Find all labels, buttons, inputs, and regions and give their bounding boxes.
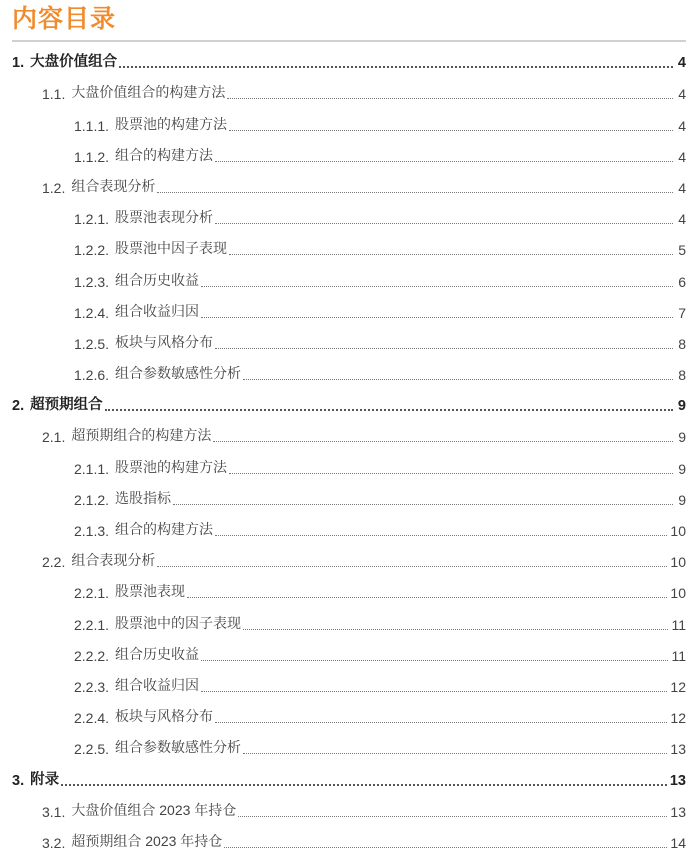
toc-entry-level-3[interactable]	[12, 606, 686, 637]
toc-entry-number: 1.2.2.	[74, 242, 110, 259]
dot-leader	[201, 691, 667, 692]
dot-leader	[243, 753, 667, 754]
toc-entry-level-3[interactable]	[12, 295, 686, 326]
toc-entry-title: 组合历史收益	[115, 645, 200, 662]
toc-entry-page-number: 5	[678, 242, 686, 259]
toc-entry-page-number: 10	[670, 585, 686, 602]
dot-leader	[215, 348, 673, 349]
toc-entry-number: 1.1.2.	[74, 148, 110, 165]
toc-entry-number: 1.2.4.	[74, 304, 110, 321]
toc-entry-number: 2.2.3.	[74, 678, 110, 695]
toc-entry-level-3[interactable]	[12, 731, 686, 762]
toc-entry-page-number: 14	[670, 834, 686, 851]
toc-entry-page-number: 12	[670, 710, 686, 727]
toc-entry-page-number: 4	[678, 179, 686, 196]
dot-leader	[157, 566, 667, 567]
toc-entry-title: 组合表现分析	[71, 552, 156, 569]
toc-entry-title: 板块与风格分布	[115, 708, 214, 725]
dot-leader	[215, 161, 673, 162]
toc-entry-number: 1.1.1.	[74, 117, 110, 134]
toc-entry-page-number: 9	[678, 460, 686, 477]
toc-entry-level-3[interactable]	[12, 357, 686, 388]
toc-entry-number: 1.2.3.	[74, 273, 110, 290]
toc-entry-page-number: 13	[670, 741, 686, 758]
toc-entry-page-number: 11	[671, 616, 686, 633]
toc-entry-page-number: 8	[678, 335, 686, 352]
toc-entry-number: 2.2.1.	[74, 585, 110, 602]
toc-entry-level-3[interactable]	[12, 575, 686, 606]
toc-entry-number: 2.1.3.	[74, 523, 110, 539]
toc-entry-number: 2.1.	[42, 429, 66, 446]
toc-entry-number: 2.1.2.	[74, 491, 110, 508]
toc-entry-number: 2.2.	[42, 554, 66, 571]
toc-entry-level-3[interactable]	[12, 638, 686, 669]
toc-entry-page-number: 10	[670, 523, 686, 539]
toc-entry-title: 组合收益归因	[115, 676, 200, 693]
toc-entry-number: 3.2.	[42, 834, 66, 851]
toc-entry-title: 超预期组合的构建方法	[71, 427, 212, 444]
toc-entry-page-number: 4	[678, 148, 686, 165]
toc-entry-number: 3.	[12, 772, 25, 789]
toc-entry-level-3[interactable]	[12, 326, 686, 357]
toc-entry-page-number: 4	[678, 117, 686, 134]
toc-entry-title: 组合历史收益	[115, 271, 200, 288]
dot-leader	[224, 847, 667, 848]
toc-entry-title: 大盘价值组合	[30, 54, 118, 71]
dot-leader	[201, 660, 668, 661]
dot-leader	[215, 535, 667, 536]
toc-entry-title: 大盘价值组合 2023 年持仓	[71, 801, 237, 818]
dot-leader	[201, 317, 673, 318]
dot-leader	[61, 784, 667, 786]
dot-leader	[187, 597, 667, 598]
toc-entry-title: 股票池的构建方法	[115, 115, 228, 132]
dot-leader	[105, 409, 673, 411]
toc-entry-title: 超预期组合 2023 年持仓	[71, 832, 223, 849]
toc-entry-number: 2.	[12, 398, 25, 415]
toc-entry-level-3[interactable]	[12, 201, 686, 232]
toc-entry-title: 组合的构建方法	[115, 146, 214, 163]
toc-entry-number: 1.2.	[42, 179, 66, 196]
dot-leader	[157, 192, 673, 193]
toc-entry-page-number: 7	[678, 304, 686, 321]
toc-entry-number: 3.1.	[42, 803, 66, 820]
toc-entry-level-3[interactable]	[12, 139, 686, 170]
toc-entry-level-1[interactable]	[12, 762, 686, 793]
toc-entry-level-3[interactable]	[12, 669, 686, 700]
toc-entry-title: 大盘价值组合的构建方法	[71, 84, 226, 101]
toc-entry-page-number: 8	[678, 367, 686, 384]
toc-list	[12, 45, 686, 856]
toc-entry-title: 组合参数敏感性分析	[115, 365, 242, 382]
toc-entry-level-2[interactable]	[12, 544, 686, 575]
dot-leader	[243, 629, 668, 630]
dot-leader	[201, 286, 673, 287]
toc-entry-level-3[interactable]	[12, 700, 686, 731]
dot-leader	[229, 254, 673, 255]
toc-entry-level-2[interactable]	[12, 170, 686, 201]
toc-entry-level-2[interactable]	[12, 794, 686, 825]
toc-entry-page-number: 13	[669, 772, 686, 789]
dot-leader	[229, 130, 673, 131]
toc-entry-level-3[interactable]	[12, 450, 686, 481]
toc-entry-level-3[interactable]	[12, 263, 686, 294]
toc-entry-title: 组合表现分析	[71, 177, 156, 194]
dot-leader	[119, 66, 673, 68]
toc-entry-number: 1.1.	[42, 86, 66, 103]
toc-entry-number: 2.2.2.	[74, 647, 110, 664]
dot-leader	[243, 379, 673, 380]
toc-entry-title: 选股指标	[115, 489, 172, 506]
dot-leader	[238, 816, 667, 817]
toc-entry-number: 2.2.5.	[74, 741, 110, 758]
toc-entry-title: 股票池表现	[115, 583, 186, 600]
dot-leader	[227, 98, 673, 99]
toc-entry-title: 股票池中因子表现	[115, 240, 228, 257]
toc-entry-title: 板块与风格分布	[115, 333, 214, 350]
toc-entry-number: 1.	[12, 55, 25, 72]
toc-entry-title: 组合收益归因	[115, 302, 200, 319]
dot-leader	[215, 223, 673, 224]
toc-entry-title: 股票池表现分析	[115, 209, 214, 226]
toc-entry-page-number: 9	[678, 491, 686, 508]
toc-entry-level-3[interactable]	[12, 482, 686, 513]
toc-entry-page-number: 12	[670, 678, 686, 695]
toc-entry-page-number: 4	[677, 55, 686, 72]
toc-entry-page-number: 11	[671, 647, 686, 664]
toc-entry-level-3[interactable]	[12, 513, 686, 544]
toc-entry-title: 股票池的构建方法	[115, 458, 228, 475]
toc-entry-number: 1.2.5.	[74, 335, 110, 352]
toc-entry-level-2[interactable]	[12, 76, 686, 107]
toc-entry-level-3[interactable]	[12, 107, 686, 138]
toc-entry-number: 1.2.1.	[74, 211, 110, 228]
toc-entry-level-1[interactable]	[12, 388, 686, 419]
toc-entry-page-number: 9	[677, 398, 686, 415]
toc-entry-page-number: 10	[670, 554, 686, 571]
toc-entry-number: 2.2.1.	[74, 616, 110, 633]
toc-entry-title: 组合的构建方法	[115, 521, 214, 537]
toc-entry-level-2[interactable]	[12, 825, 686, 856]
toc-entry-number: 2.1.1.	[74, 460, 110, 477]
toc-entry-level-2[interactable]	[12, 419, 686, 450]
toc-entry-page-number: 4	[678, 86, 686, 103]
toc-heading: 内容目录	[12, 0, 686, 42]
dot-leader	[173, 504, 673, 505]
toc-entry-title: 附录	[30, 771, 60, 788]
toc-entry-page-number: 13	[670, 803, 686, 820]
toc-entry-page-number: 9	[678, 429, 686, 446]
dot-leader	[215, 722, 667, 723]
toc-entry-title: 组合参数敏感性分析	[115, 739, 242, 756]
dot-leader	[229, 473, 673, 474]
toc-entry-level-1[interactable]	[12, 45, 686, 76]
toc-entry-number: 1.2.6.	[74, 367, 110, 384]
toc-entry-page-number: 4	[678, 211, 686, 228]
dot-leader	[213, 441, 673, 442]
toc-entry-number: 2.2.4.	[74, 710, 110, 727]
toc-entry-title: 股票池中的因子表现	[115, 614, 242, 631]
toc-entry-title: 超预期组合	[30, 397, 103, 414]
toc-entry-level-3[interactable]	[12, 232, 686, 263]
toc-entry-page-number: 6	[678, 273, 686, 290]
